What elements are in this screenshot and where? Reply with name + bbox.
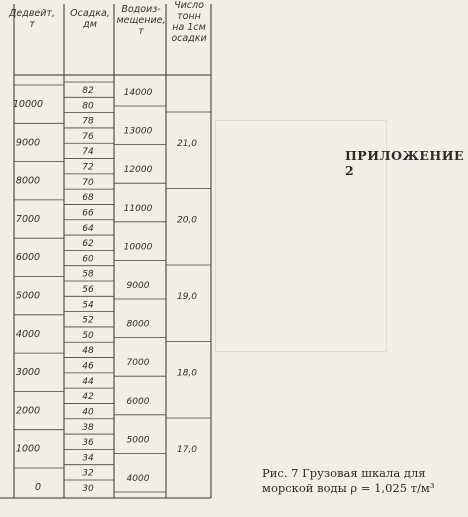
caption-line-2: морской воды ρ = 1,025 т/м³ (262, 481, 435, 495)
deadweight-label: 2000 (15, 405, 41, 417)
deadweight-label: 0 (34, 482, 42, 493)
appendix-title: ПРИЛОЖЕНИЕ 2 (345, 148, 465, 178)
draft-label: 68 (82, 193, 94, 204)
displacement-label: 12000 (123, 165, 153, 176)
displacement-label: 5000 (126, 435, 150, 446)
caption-line-1: Рис. 7 Грузовая шкала для (262, 466, 426, 480)
deadweight-label: 10000 (12, 99, 44, 110)
draft-label: 34 (82, 453, 94, 464)
draft-label: 76 (82, 131, 94, 142)
draft-label: 66 (82, 208, 94, 219)
tonnage-label: 18,0 (176, 368, 198, 379)
tonnage-label: 21,0 (176, 139, 198, 149)
draft-label: 44 (82, 376, 94, 387)
displacement-label: 10000 (123, 242, 153, 253)
displacement-label: 8000 (126, 319, 150, 330)
draft-label: 52 (82, 315, 94, 326)
draft-label: 38 (82, 422, 94, 433)
tonnage-header: Число тонн на 1см осадки (171, 0, 207, 44)
tonnage-label: 19,0 (176, 292, 198, 302)
displacement-label: 6000 (126, 396, 150, 407)
draft-label: 32 (82, 468, 94, 479)
figure-caption (262, 466, 462, 496)
displacement-label: 4000 (126, 474, 150, 484)
draft-label: 78 (82, 116, 94, 127)
displacement-label: 13000 (123, 126, 153, 137)
draft-label: 48 (82, 346, 94, 357)
draft-label: 74 (82, 147, 94, 158)
draft-label: 50 (82, 330, 94, 341)
deadweight-label: 1000 (15, 443, 41, 455)
deadweight-label: 8000 (15, 175, 41, 187)
deadweight-header: Дедвейт, т (8, 8, 55, 30)
draft-label: 62 (82, 239, 94, 250)
displacement-label: 14000 (123, 88, 153, 98)
draft-label: 36 (82, 438, 94, 449)
deadweight-label: 5000 (15, 290, 41, 302)
draft-label: 82 (82, 86, 94, 96)
draft-label: 70 (82, 177, 94, 188)
deadweight-label: 3000 (15, 367, 41, 379)
draft-label: 60 (82, 254, 94, 265)
draft-label: 54 (82, 300, 94, 311)
draft-label: 56 (82, 285, 94, 295)
deadweight-label: 4000 (15, 328, 41, 340)
draft-label: 64 (82, 223, 94, 234)
tonnage-label: 17,0 (176, 445, 198, 455)
displacement-label: 9000 (126, 281, 150, 291)
draft-label: 46 (82, 361, 94, 372)
displacement-label: 7000 (126, 358, 150, 369)
draft-label: 72 (82, 162, 94, 173)
displacement-header: Водоиз- мещение, т (116, 4, 166, 37)
tonnage-label: 20,0 (176, 215, 198, 226)
draft-label: 30 (82, 484, 94, 494)
deadweight-label: 9000 (15, 137, 41, 149)
deadweight-label: 6000 (15, 252, 41, 264)
draft-header: Осадка, дм (70, 8, 110, 30)
draft-label: 40 (82, 407, 94, 418)
displacement-label: 11000 (123, 203, 153, 214)
draft-label: 80 (82, 101, 94, 112)
deadweight-label: 7000 (15, 213, 41, 225)
draft-label: 58 (82, 269, 94, 280)
draft-label: 42 (82, 392, 94, 403)
